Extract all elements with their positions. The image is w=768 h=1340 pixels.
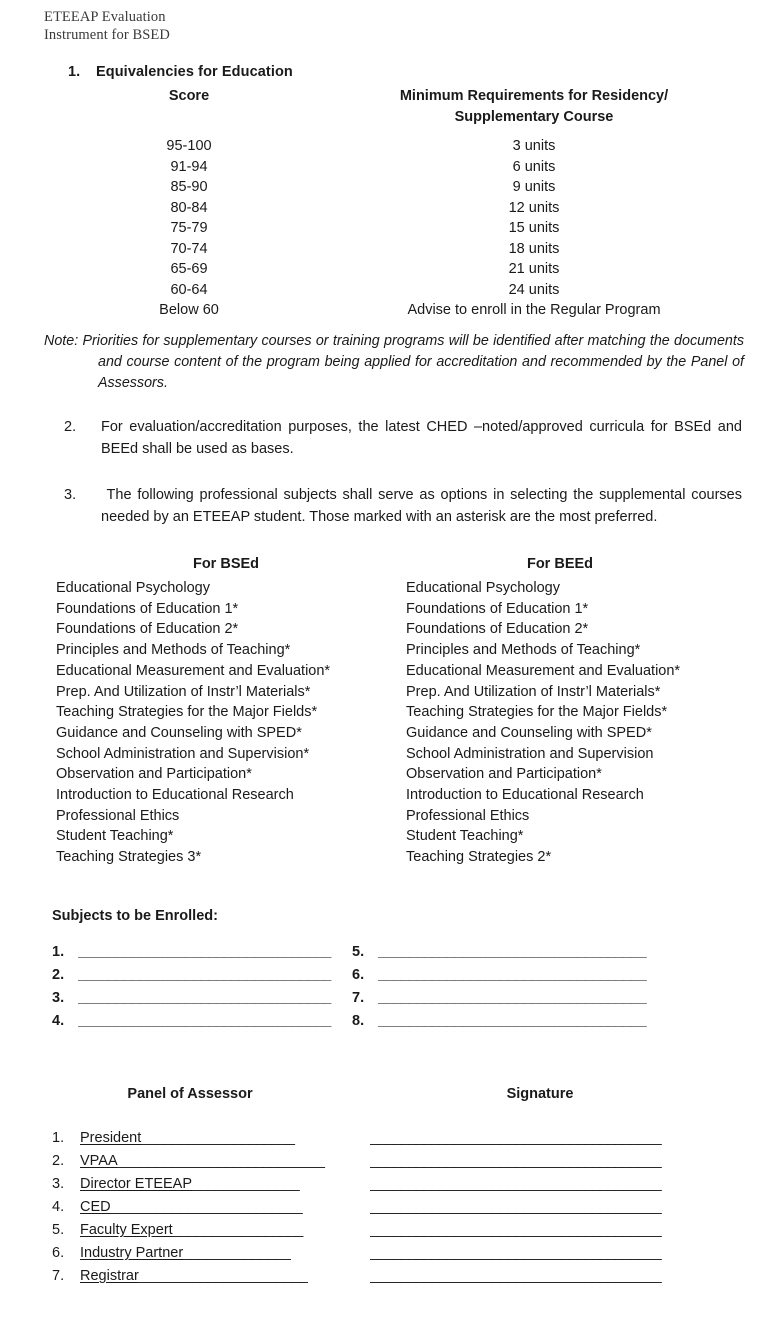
subject-item-beed: Educational Measurement and Evaluation*	[406, 662, 681, 679]
assessor-name-blank: ______________	[183, 1245, 291, 1261]
subject-item-bsed: Introduction to Educational Research	[56, 787, 294, 804]
section-2-body	[64, 417, 742, 460]
enrollment-item-number: 2.	[52, 967, 65, 983]
enrollment-cell	[352, 990, 652, 1006]
assessor-signature-field[interactable]: ______________________________________	[370, 1222, 662, 1238]
enrollment-blank-field[interactable]: ___________________________________	[378, 990, 647, 1006]
cell-score: 65-69	[170, 261, 208, 277]
table-row	[44, 300, 734, 321]
enrollment-item-number: 5.	[352, 944, 365, 960]
subjects-to-be-enrolled-heading: Subjects to be Enrolled:	[52, 908, 218, 924]
enrollment-row	[52, 944, 652, 967]
table-row	[44, 218, 734, 239]
subject-item-bsed: Student Teaching*	[56, 828, 174, 845]
enrollment-blank-field[interactable]: _________________________________	[78, 967, 331, 983]
assessor-row	[52, 1176, 732, 1199]
enrollment-cell	[52, 1013, 352, 1029]
table-row	[44, 198, 734, 219]
cell-score: 85-90	[170, 179, 208, 195]
cell-score: 75-79	[170, 220, 208, 236]
table-row	[44, 127, 734, 157]
subject-item-beed: Professional Ethics	[406, 807, 530, 824]
assessor-signature-field[interactable]: ______________________________________	[370, 1176, 662, 1192]
enrollment-cell	[352, 967, 652, 983]
assessor-row	[52, 1268, 732, 1291]
subject-item-bsed: Guidance and Counseling with SPED*	[56, 724, 302, 741]
assessor-name-blank: _________________________	[110, 1199, 303, 1215]
cell-score: 70-74	[170, 240, 208, 257]
enrollment-cell	[52, 990, 352, 1006]
cell-score: 80-84	[170, 199, 208, 216]
section-1-title	[68, 64, 293, 80]
table-header-row	[44, 86, 734, 127]
section-3-body	[64, 485, 742, 528]
section-2	[64, 417, 742, 460]
enrollment-item-number: 4.	[52, 1013, 65, 1029]
enrollment-cell	[352, 1013, 652, 1029]
panel-of-assessor-grid	[52, 1130, 732, 1291]
table-row	[44, 157, 734, 178]
assessor-row	[52, 1222, 732, 1245]
document-header	[44, 8, 170, 44]
assessor-signature-field[interactable]: ______________________________________	[370, 1199, 662, 1215]
enrollment-blank-field[interactable]: _________________________________	[78, 1013, 331, 1029]
subjects-bsed-list	[56, 578, 330, 868]
assessor-signature-field[interactable]: ______________________________________	[370, 1268, 662, 1284]
subject-item-bsed: Foundations of Education 2*	[56, 621, 239, 638]
enrollment-blank-field[interactable]: ___________________________________	[378, 944, 647, 960]
note-label: Note:	[44, 333, 79, 349]
enrollment-item-number: 1.	[52, 944, 65, 960]
enrollment-cell	[52, 944, 352, 960]
cell-requirement: 6 units	[512, 158, 556, 175]
assessor-role-label: CED	[80, 1199, 111, 1215]
cell-score: 95-100	[166, 138, 212, 154]
assessor-name-field[interactable]	[80, 1199, 342, 1215]
enrollment-row	[52, 967, 652, 990]
cell-score: 60-64	[170, 281, 208, 298]
cell-score: 91-94	[170, 158, 208, 175]
assessor-row	[52, 1245, 732, 1268]
section-1-number: 1.	[68, 64, 81, 80]
assessor-name-blank: ______________________	[138, 1268, 308, 1284]
assessor-name-blank: ____________________	[141, 1130, 295, 1146]
subjects-bsed-heading: For BSEd	[192, 556, 260, 572]
table-row	[44, 280, 734, 301]
subject-item-beed: Student Teaching*	[406, 828, 524, 845]
assessor-row	[52, 1199, 732, 1222]
subject-item-bsed: Teaching Strategies 3*	[56, 849, 202, 866]
enrollment-cell	[352, 944, 652, 960]
subject-item-beed: Foundations of Education 1*	[406, 600, 589, 617]
cell-requirement: 21 units	[508, 261, 560, 277]
assessor-signature-field[interactable]: ______________________________________	[370, 1153, 662, 1169]
assessor-name-field[interactable]	[80, 1130, 342, 1146]
subject-item-bsed: Teaching Strategies for the Major Fields*	[56, 704, 318, 721]
assessor-number: 4.	[52, 1199, 65, 1215]
subject-item-beed: Prep. And Utilization of Instr’l Materials*	[406, 683, 661, 700]
assessor-name-field[interactable]	[80, 1222, 342, 1238]
section-2-text: For evaluation/accreditation purposes, the latest CHED –noted/approved curricula for BSEd and BEEd shall be used as bases.	[101, 419, 742, 457]
assessor-row	[52, 1153, 732, 1176]
cell-requirement: 15 units	[508, 220, 560, 236]
cell-score: Below 60	[159, 302, 219, 318]
subject-item-bsed: Principles and Methods of Teaching*	[56, 642, 291, 659]
assessor-name-blank: ___________________________	[117, 1153, 325, 1169]
subject-item-bsed: Educational Measurement and Evaluation*	[56, 662, 331, 679]
document-header-line-2: Instrument for BSED	[44, 27, 170, 43]
enrollment-item-number: 7.	[352, 990, 365, 1006]
assessor-number: 6.	[52, 1245, 65, 1261]
subjects-beed-list	[406, 578, 680, 868]
subject-item-beed: Teaching Strategies for the Major Fields*	[406, 704, 668, 721]
cell-requirement: 12 units	[508, 199, 560, 216]
signature-heading: Signature	[506, 1086, 574, 1102]
section-3-text: The following professional subjects shall serve as options in selecting the supplemental courses needed by an ETEEAP student. Those marked with an asterisk are the most preferred.	[101, 487, 742, 525]
document-header-line-1: ETEEAP Evaluation	[44, 9, 166, 25]
enrollment-blank-field[interactable]: _________________________________	[78, 990, 331, 1006]
cell-requirement: 3 units	[512, 138, 556, 154]
cell-requirement: 9 units	[512, 179, 556, 195]
assessor-name-field[interactable]	[80, 1268, 342, 1284]
subject-item-bsed: Foundations of Education 1*	[56, 600, 239, 617]
assessor-number: 5.	[52, 1222, 65, 1238]
section-3	[64, 485, 742, 528]
subject-item-bsed: Educational Psychology	[56, 580, 210, 596]
enrollment-cell	[52, 967, 352, 983]
enrollment-row	[52, 990, 652, 1013]
subject-item-beed: School Administration and Supervision	[406, 745, 654, 762]
enrollment-item-number: 6.	[352, 967, 365, 983]
assessor-role-label: Director ETEEAP	[80, 1176, 192, 1192]
assessor-role-label: Registrar	[80, 1268, 139, 1284]
section-3-number: 3.	[64, 487, 77, 503]
panel-of-assessor-heading: Panel of Assessor	[127, 1086, 253, 1102]
assessor-name-blank: _________________	[172, 1222, 303, 1238]
column-header-score: Score	[168, 88, 210, 104]
enrollment-item-number: 3.	[52, 990, 65, 1006]
equivalencies-table	[44, 86, 734, 321]
assessor-number: 7.	[52, 1268, 65, 1284]
assessor-role-label: VPAA	[80, 1153, 118, 1169]
note-paragraph	[44, 331, 744, 394]
enrollment-blank-field[interactable]: ___________________________________	[378, 1013, 647, 1029]
subject-item-bsed: School Administration and Supervision*	[56, 745, 310, 762]
subject-item-bsed: Prep. And Utilization of Instr’l Materials*	[56, 683, 311, 700]
table-row	[44, 177, 734, 198]
enrollment-blank-field[interactable]: _________________________________	[78, 944, 331, 960]
subject-item-beed: Principles and Methods of Teaching*	[406, 642, 641, 659]
assessor-name-field[interactable]	[80, 1153, 342, 1169]
enrollment-blank-field[interactable]: ___________________________________	[378, 967, 647, 983]
subject-item-beed: Guidance and Counseling with SPED*	[406, 724, 652, 741]
column-header-requirements	[334, 86, 734, 127]
enrollment-row	[52, 1013, 652, 1036]
assessor-number: 3.	[52, 1176, 65, 1192]
assessor-role-label: President	[80, 1130, 142, 1146]
column-header-requirements-line-2: Supplementary Course	[454, 108, 614, 125]
subject-item-beed: Introduction to Educational Research	[406, 787, 644, 804]
assessor-number: 1.	[52, 1130, 65, 1146]
subject-item-beed: Educational Psychology	[406, 580, 560, 596]
assessor-signature-field[interactable]: ______________________________________	[370, 1130, 662, 1146]
assessor-signature-field[interactable]: ______________________________________	[370, 1245, 662, 1261]
note-text: Priorities for supplementary courses or training programs will be identified after matching the documents and course content of the program being applied for accreditation and recommended by the Panel of Assessors.	[82, 333, 744, 391]
subjects-beed-heading: For BEEd	[526, 556, 594, 572]
subject-item-bsed: Professional Ethics	[56, 807, 180, 824]
subjects-to-be-enrolled-grid	[52, 944, 652, 1036]
assessor-name-field[interactable]	[80, 1176, 342, 1192]
table-row	[44, 239, 734, 260]
assessor-role-label: Faculty Expert	[80, 1222, 173, 1238]
subject-item-beed: Teaching Strategies 2*	[406, 849, 552, 866]
subject-item-bsed: Observation and Participation*	[56, 766, 252, 783]
assessor-number: 2.	[52, 1153, 65, 1169]
section-1-heading-text: Equivalencies for Education	[96, 64, 293, 80]
enrollment-item-number: 8.	[352, 1013, 365, 1029]
cell-requirement: 24 units	[508, 281, 560, 298]
subject-item-beed: Foundations of Education 2*	[406, 621, 589, 638]
note-block	[44, 331, 744, 394]
assessor-row	[52, 1130, 732, 1153]
assessor-name-blank: ______________	[192, 1176, 300, 1192]
cell-requirement: Advise to enroll in the Regular Program	[407, 302, 661, 318]
section-2-number: 2.	[64, 419, 77, 435]
table-row	[44, 259, 734, 280]
assessor-name-field[interactable]	[80, 1245, 342, 1261]
assessor-role-label: Industry Partner	[80, 1245, 184, 1261]
cell-requirement: 18 units	[508, 240, 560, 257]
subject-item-beed: Observation and Participation*	[406, 766, 602, 783]
column-header-requirements-line-1: Minimum Requirements for Residency/	[399, 88, 669, 104]
